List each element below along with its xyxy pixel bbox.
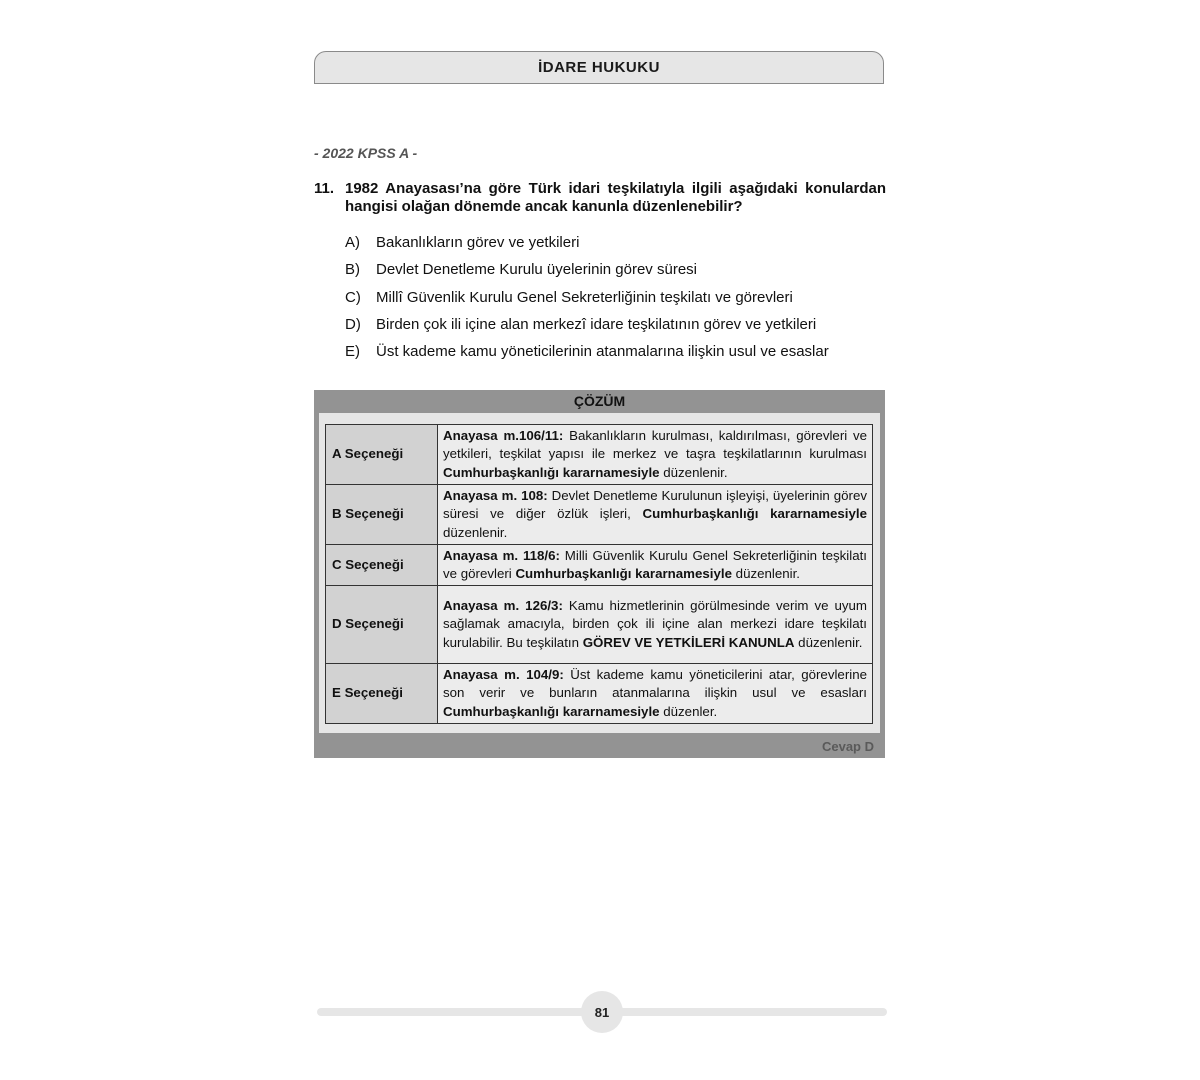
question-text: 1982 Anayasası’na göre Türk idari teşkilatıyla ilgili aşağıdaki konulardan hangisi olağan dönemde ancak kanunla düzenlenebilir? bbox=[345, 180, 886, 215]
explanation-text: düzenlenir. bbox=[659, 464, 728, 480]
row-label: A Seçeneği bbox=[326, 425, 438, 485]
page-number: 81 bbox=[581, 991, 623, 1033]
table-row bbox=[326, 586, 873, 664]
option-d bbox=[345, 315, 885, 342]
answer-label: Cevap D bbox=[821, 739, 874, 754]
row-label: C Seçeneği bbox=[326, 545, 438, 586]
explanation-text: Milli Güvenlik Kurulu Genel Sekreterliğinin teşkilatı ve görevleri bbox=[443, 547, 867, 581]
table-row bbox=[326, 485, 873, 545]
solution-title: ÇÖZÜM bbox=[573, 393, 626, 409]
explanation-emphasis: Cumhurbaşkanlığı kararnamesiyle bbox=[515, 566, 732, 581]
option-letter: B) bbox=[345, 261, 360, 279]
option-b bbox=[345, 260, 885, 287]
explanation-text: düzenlenir. bbox=[443, 524, 508, 540]
row-explanation bbox=[438, 545, 873, 586]
row-explanation bbox=[438, 586, 873, 664]
explanation-text: Kamu hizmetlerinin görülmesinde verim ve uyum sağlamak amacıyla, birden çok ili içine alan merkezi idare teşkilatı kurulabilir. Bu teşkilatın bbox=[443, 597, 867, 650]
row-label: E Seçeneği bbox=[326, 664, 438, 724]
explanation-emphasis: Cumhurbaşkanlığı kararnamesiyle bbox=[642, 506, 867, 522]
option-c bbox=[345, 288, 885, 315]
law-reference: Anayasa m. 108: bbox=[443, 487, 548, 503]
law-reference: Anayasa m. 104/9: bbox=[443, 666, 564, 682]
row-explanation bbox=[438, 425, 873, 485]
explanation-emphasis: Cumhurbaşkanlığı kararnamesiyle bbox=[443, 703, 660, 719]
row-label: B Seçeneği bbox=[326, 485, 438, 545]
answer-options bbox=[345, 233, 885, 369]
law-reference: Anayasa m. 118/6: bbox=[443, 547, 560, 563]
table-row bbox=[326, 664, 873, 724]
explanation-text: Devlet Denetleme Kurulunun işleyişi, üyelerinin görev süresi ve diğer özlük işleri, bbox=[443, 487, 867, 522]
law-reference: Anayasa m.106/11: bbox=[443, 427, 564, 443]
option-text: Birden çok ili içine alan merkezî idare teşkilatının görev ve yetkileri bbox=[376, 315, 817, 333]
option-a bbox=[345, 233, 885, 260]
option-text: Devlet Denetleme Kurulu üyelerinin görev süresi bbox=[376, 261, 697, 279]
option-text: Üst kademe kamu yöneticilerinin atanmalarına ilişkin usul ve esaslar bbox=[376, 343, 829, 361]
solution-table bbox=[325, 424, 873, 724]
exam-tag: - 2022 KPSS A - bbox=[314, 145, 418, 161]
solution-panel bbox=[319, 413, 880, 733]
solution-box bbox=[314, 390, 885, 758]
row-explanation bbox=[438, 664, 873, 724]
option-text: Bakanlıkların görev ve yetkileri bbox=[376, 234, 580, 251]
explanation-text: Bakanlıkların kurulması, kaldırılması, görevleri ve yetkileri, teşkilat yapısı ile merkez ve taşra teşkilatlarının kurulması bbox=[443, 427, 867, 462]
question-number: 11. bbox=[314, 180, 335, 197]
explanation-text: Üst kademe kamu yöneticilerini atar, görevlerine son verir ve bunların atanmalarına ilişkin usul ve esasları bbox=[443, 666, 867, 701]
explanation-emphasis: Cumhurbaşkanlığı kararnamesiyle bbox=[443, 464, 660, 480]
option-letter: E) bbox=[345, 343, 360, 361]
option-letter: A) bbox=[345, 234, 360, 251]
explanation-text: düzenler. bbox=[659, 703, 718, 719]
option-text: Millî Güvenlik Kurulu Genel Sekreterliğinin teşkilatı ve görevleri bbox=[376, 288, 793, 306]
explanation-emphasis: GÖREV VE YETKİLERİ KANUNLA bbox=[582, 634, 795, 650]
table-row bbox=[326, 545, 873, 586]
row-label: D Seçeneği bbox=[326, 586, 438, 664]
explanation-text: düzenlenir. bbox=[794, 634, 863, 650]
row-explanation bbox=[438, 485, 873, 545]
option-e bbox=[345, 342, 885, 369]
option-letter: C) bbox=[345, 288, 361, 306]
law-reference: Anayasa m. 126/3: bbox=[443, 597, 563, 613]
explanation-text: düzenlenir. bbox=[731, 566, 800, 581]
table-row bbox=[326, 425, 873, 485]
question bbox=[314, 180, 886, 216]
option-letter: D) bbox=[345, 315, 361, 333]
section-title: İDARE HUKUKU bbox=[538, 59, 660, 76]
section-header bbox=[314, 51, 884, 84]
